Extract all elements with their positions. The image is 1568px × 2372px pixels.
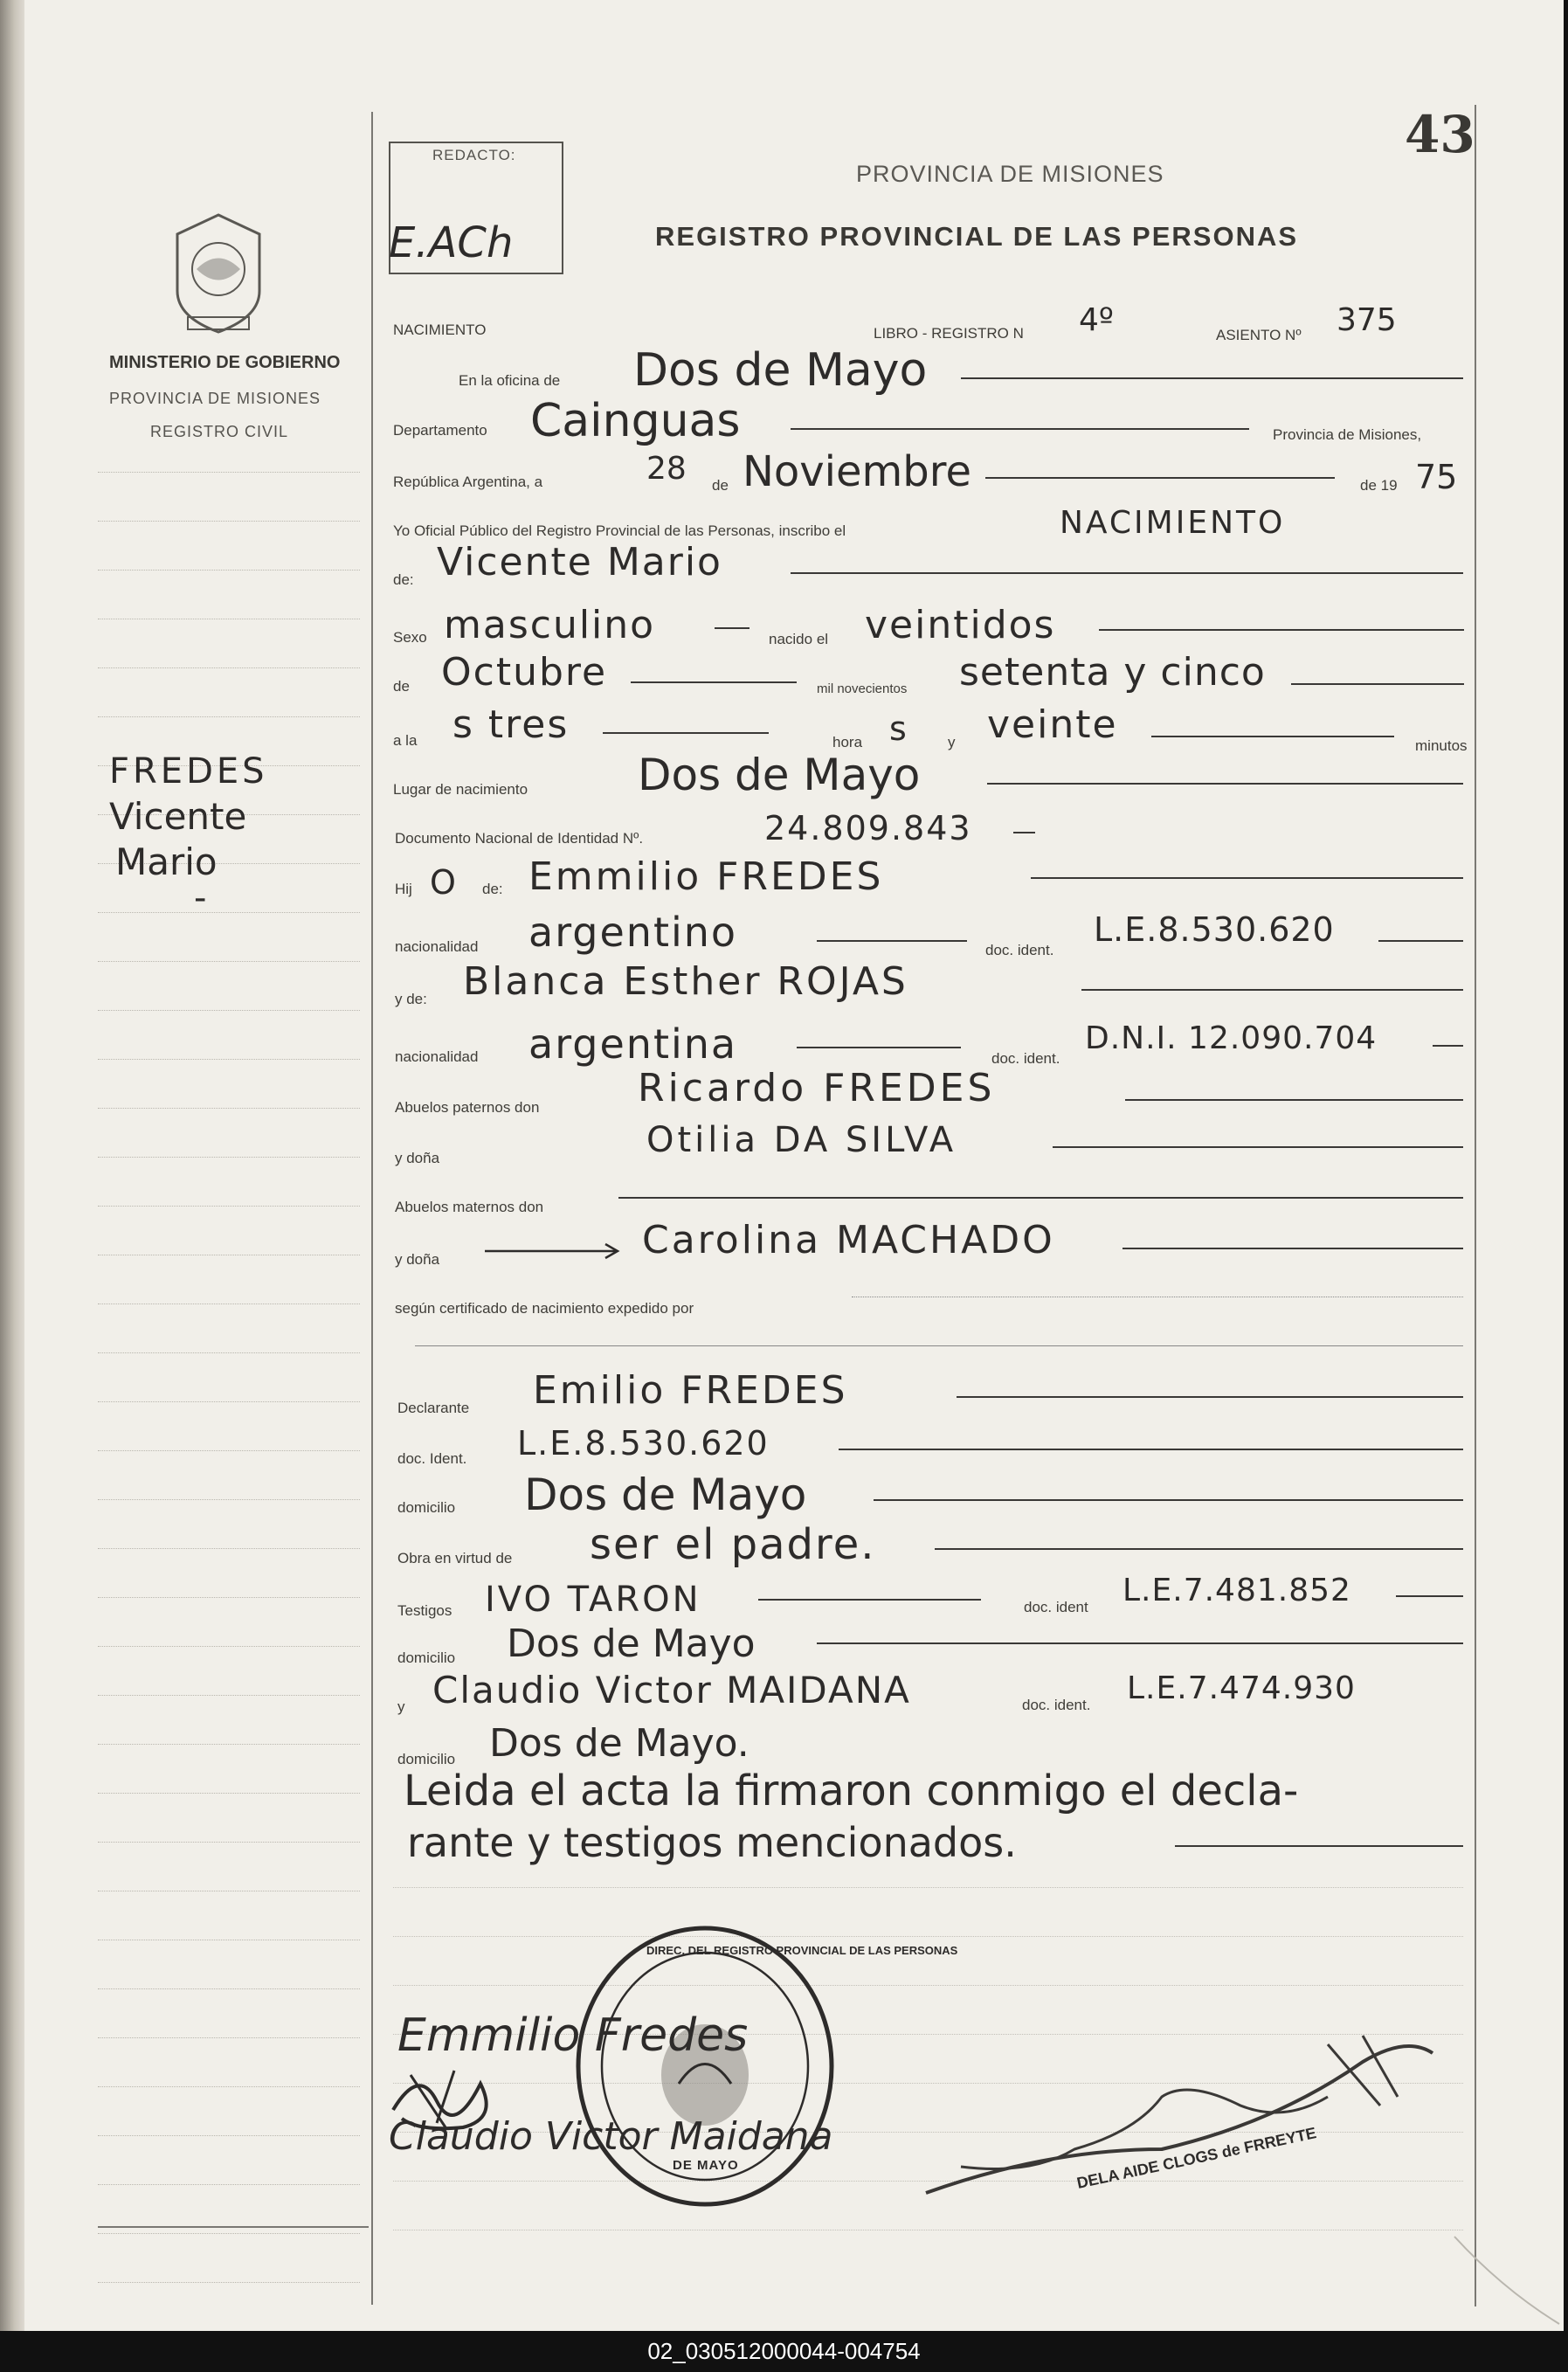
hora-label: hora <box>832 734 863 750</box>
signature-official-icon <box>874 2027 1450 2210</box>
madre-dash <box>1081 989 1463 991</box>
nacimiento-label: NACIMIENTO <box>393 322 487 338</box>
arrow-icon <box>485 1241 625 1262</box>
ydona1-label: y doña <box>395 1150 440 1166</box>
margin-rule-line <box>98 1401 360 1402</box>
docid1-label: doc. ident. <box>985 942 1054 958</box>
oficina-dash <box>961 377 1463 379</box>
dni-label: Documento Nacional de Identidad Nº. <box>395 830 644 847</box>
seal-registry-label: REGISTRO CIVIL <box>150 423 289 440</box>
oficina-label: En la oficina de <box>459 372 561 389</box>
leida-dash <box>1175 1845 1463 1847</box>
libro-label: LIBRO - REGISTRO N <box>874 325 1024 342</box>
margin-rule-line <box>98 912 360 913</box>
margin-rule-line <box>98 2135 360 2136</box>
left-margin-rule <box>371 112 373 2305</box>
nac1-dash <box>817 940 967 942</box>
docid2-dash <box>1433 1045 1463 1047</box>
margin-rule-line <box>98 1059 360 1060</box>
oficial-value: NACIMIENTO <box>1060 505 1286 541</box>
anio2-dash <box>1291 683 1464 685</box>
hora-value: s tres <box>452 702 570 747</box>
ydona2-label: y doña <box>395 1251 440 1268</box>
docid1-dash <box>1378 940 1463 942</box>
domicilio2-value: Dos de Mayo <box>507 1622 756 1666</box>
margin-rule-line <box>98 1842 360 1843</box>
margin-rule-line <box>98 1157 360 1158</box>
nac2-value: argentina <box>528 1020 738 1068</box>
margin-rule-line <box>98 1793 360 1794</box>
mes2-value: Octubre <box>441 650 608 695</box>
margin-rule-line <box>98 1108 360 1109</box>
abmat-dash <box>618 1197 1463 1199</box>
sexo-label: Sexo <box>393 629 427 646</box>
hora-dash <box>603 732 769 734</box>
testigo2-value: Claudio Victor MAIDANA <box>432 1669 911 1712</box>
redacto-label: REDACTO: <box>432 147 516 163</box>
domicilio1-label: domicilio <box>397 1499 456 1516</box>
nombre-value: Vicente Mario <box>437 540 722 584</box>
lugar-label: Lugar de nacimiento <box>393 781 528 798</box>
declarante-dash <box>957 1396 1463 1398</box>
blank-dash <box>415 1345 1463 1346</box>
yde-label: y de: <box>395 991 427 1007</box>
margin-surname: FREDES <box>109 751 268 792</box>
domicilio2-label: domicilio <box>397 1649 456 1666</box>
abmat2-value: Carolina MACHADO <box>642 1218 1055 1262</box>
departamento-label: Departamento <box>393 422 487 439</box>
domicilio3-label: domicilio <box>397 1751 456 1767</box>
nombre-dash <box>791 572 1463 574</box>
lugar-value: Dos de Mayo <box>638 750 921 800</box>
margin-rule-line <box>98 2282 360 2283</box>
declarante-value: Emilio FREDES <box>533 1368 848 1413</box>
page-number: 43 <box>1405 105 1475 164</box>
domicilio2-dash <box>817 1642 1463 1644</box>
domicilio1-dash <box>874 1499 1463 1501</box>
dia-value: 28 <box>646 451 687 487</box>
y2-label: y <box>397 1698 405 1715</box>
sexo-dash <box>715 627 749 629</box>
mes-value: Noviembre <box>743 447 971 496</box>
mes-dash <box>985 477 1335 479</box>
docid4-value: L.E.7.481.852 <box>1122 1573 1351 1608</box>
docid3-dash <box>839 1449 1463 1450</box>
leida-line2: rante y testigos mencionados. <box>407 1819 1017 1866</box>
de2-label: de <box>393 678 410 695</box>
docid2-value: D.N.I. 12.090.704 <box>1085 1020 1378 1056</box>
hijo-de-label: de: <box>482 881 503 897</box>
docid3-value: L.E.8.530.620 <box>517 1424 770 1463</box>
margin-rule-line <box>98 1499 360 1500</box>
stamp-city: DE MAYO <box>673 2158 739 2173</box>
margin-rule-line <box>98 667 360 668</box>
docid5-label: doc. ident. <box>1022 1697 1091 1713</box>
oficina-value: Dos de Mayo <box>633 344 928 397</box>
republica-label: República Argentina, a <box>393 474 543 490</box>
book-binding <box>0 0 24 2331</box>
margin-rule-line <box>98 1597 360 1598</box>
docid5-value: L.E.7.474.930 <box>1127 1670 1356 1706</box>
stamp-text: DIREC. DEL REGISTRO PROVINCIAL DE LAS PERSONAS <box>646 1944 958 1957</box>
margin-rule-line <box>98 1352 360 1353</box>
coat-of-arms-icon <box>162 208 275 339</box>
y-label: y <box>948 734 956 750</box>
abpat2-dash <box>1053 1146 1463 1148</box>
docid2-label: doc. ident. <box>991 1050 1060 1067</box>
docid3-label: doc. Ident. <box>397 1450 467 1467</box>
libro-value: 4º <box>1079 302 1114 338</box>
page-corner-curl <box>1450 2184 1564 2328</box>
margin-rule-line <box>98 961 360 962</box>
margin-rule-line <box>98 521 360 522</box>
provincia-label: Provincia de Misiones, <box>1273 426 1422 443</box>
padre-dash <box>1031 877 1463 879</box>
form-rule-line <box>393 1985 1463 1986</box>
margin-rule-line <box>98 2233 360 2234</box>
docid4-label: doc. ident <box>1024 1599 1088 1615</box>
de19-label: de 19 <box>1360 477 1398 494</box>
signature-testigo: Claudio Victor Maidana <box>389 2114 833 2159</box>
nacido-dash <box>1099 629 1464 631</box>
margin-rule-line <box>98 2086 360 2087</box>
nac2-dash <box>797 1047 961 1048</box>
abpat-label: Abuelos paternos don <box>395 1099 540 1116</box>
de-label: de <box>712 477 729 494</box>
minutos-label: minutos <box>1415 737 1468 754</box>
minutos-value: veinte <box>987 702 1118 747</box>
domicilio3-value: Dos de Mayo. <box>489 1721 749 1766</box>
redacto-initials: E.ACh <box>389 218 514 267</box>
padre-value: Emmilio FREDES <box>528 854 884 899</box>
margin-rule-line <box>98 2037 360 2038</box>
departamento-value: Cainguas <box>530 395 741 447</box>
testigos-label: Testigos <box>397 1602 452 1619</box>
abpat-dash <box>1125 1099 1463 1101</box>
asiento-value: 375 <box>1337 302 1397 338</box>
nac2-label: nacionalidad <box>395 1048 479 1065</box>
seal-province-label: PROVINCIA DE MISIONES <box>109 390 321 407</box>
obra-dash <box>935 1548 1463 1550</box>
asiento-label: ASIENTO Nº <box>1216 327 1302 343</box>
anio-value: 75 <box>1415 458 1458 496</box>
margin-rule-line <box>98 1450 360 1451</box>
nacido-label: nacido el <box>769 631 829 647</box>
margin-mark: - <box>194 878 207 918</box>
anio2-value: setenta y cinco <box>959 650 1266 695</box>
minutos-dash <box>1151 736 1394 737</box>
nombre-label: de: <box>393 571 414 588</box>
nacido-value: veintidos <box>865 603 1056 647</box>
margin-rule-line <box>98 1548 360 1549</box>
right-margin-rule <box>1475 105 1476 2306</box>
header-province: PROVINCIA DE MISIONES <box>856 161 1164 187</box>
obra-value: ser el padre. <box>590 1520 876 1569</box>
margin-middlename: Mario <box>115 840 218 883</box>
margin-rule-line <box>98 1695 360 1696</box>
oficial-label: Yo Oficial Público del Registro Provincial de las Personas, inscribo el <box>393 522 846 539</box>
form-rule-line <box>393 1887 1463 1888</box>
leida-line1: Leida el acta la firmaron conmigo el decla- <box>404 1767 1299 1815</box>
domicilio1-value: Dos de Mayo <box>524 1470 807 1520</box>
departamento-dash <box>791 428 1249 430</box>
bottom-rule <box>98 2226 369 2228</box>
dni-value: 24.809.843 <box>764 809 972 847</box>
sexo-value: masculino <box>444 603 656 647</box>
signature-declarante: Emmilio Fredes <box>397 2009 749 2062</box>
docid4-dash <box>1396 1595 1463 1597</box>
mes2-dash <box>631 681 797 683</box>
margin-rule-line <box>98 1206 360 1207</box>
nac1-value: argentino <box>528 909 738 956</box>
margin-rule-line <box>98 2184 360 2185</box>
margin-rule-line <box>98 570 360 571</box>
margin-firstname: Vicente <box>109 795 247 838</box>
declarante-label: Declarante <box>397 1400 470 1416</box>
margin-rule-line <box>98 1010 360 1011</box>
ministry-label: MINISTERIO DE GOBIERNO <box>109 353 341 372</box>
form-rule-line <box>393 1936 1463 1937</box>
margin-rule-line <box>98 1988 360 1989</box>
margin-rule-line <box>98 1744 360 1745</box>
obra-label: Obra en virtud de <box>397 1550 513 1566</box>
nac1-label: nacionalidad <box>395 938 479 955</box>
abmat2-dash <box>1122 1248 1463 1249</box>
official-stamp-text: DELA AIDE CLOGS de FRREYTE <box>1074 2124 1318 2192</box>
margin-rule-line <box>98 716 360 717</box>
margin-rule-line <box>98 1646 360 1647</box>
alas-label: a la <box>393 732 418 749</box>
hs-value: s <box>889 709 907 748</box>
madre-value: Blanca Esther ROJAS <box>463 959 908 1004</box>
abpat2-value: Otilia DA SILVA <box>646 1120 957 1160</box>
mil-label: mil novecientos <box>817 681 908 696</box>
margin-rule-line <box>98 472 360 473</box>
dni-dash <box>1013 832 1035 833</box>
abpat-value: Ricardo FREDES <box>638 1066 996 1110</box>
lugar-dash <box>987 783 1463 785</box>
hijo-o: O <box>430 863 456 902</box>
segun-label: según certificado de nacimiento expedido por <box>395 1300 694 1317</box>
image-caption: 02_030512000044-004754 <box>0 2331 1568 2372</box>
header-title: REGISTRO PROVINCIAL DE LAS PERSONAS <box>655 221 1299 252</box>
testigo1-value: IVO TARON <box>485 1580 701 1620</box>
abmat-label: Abuelos maternos don <box>395 1199 544 1215</box>
docid1-value: L.E.8.530.620 <box>1094 910 1335 949</box>
testigo1-dash <box>758 1599 981 1601</box>
hijo-label: Hij <box>395 881 412 897</box>
